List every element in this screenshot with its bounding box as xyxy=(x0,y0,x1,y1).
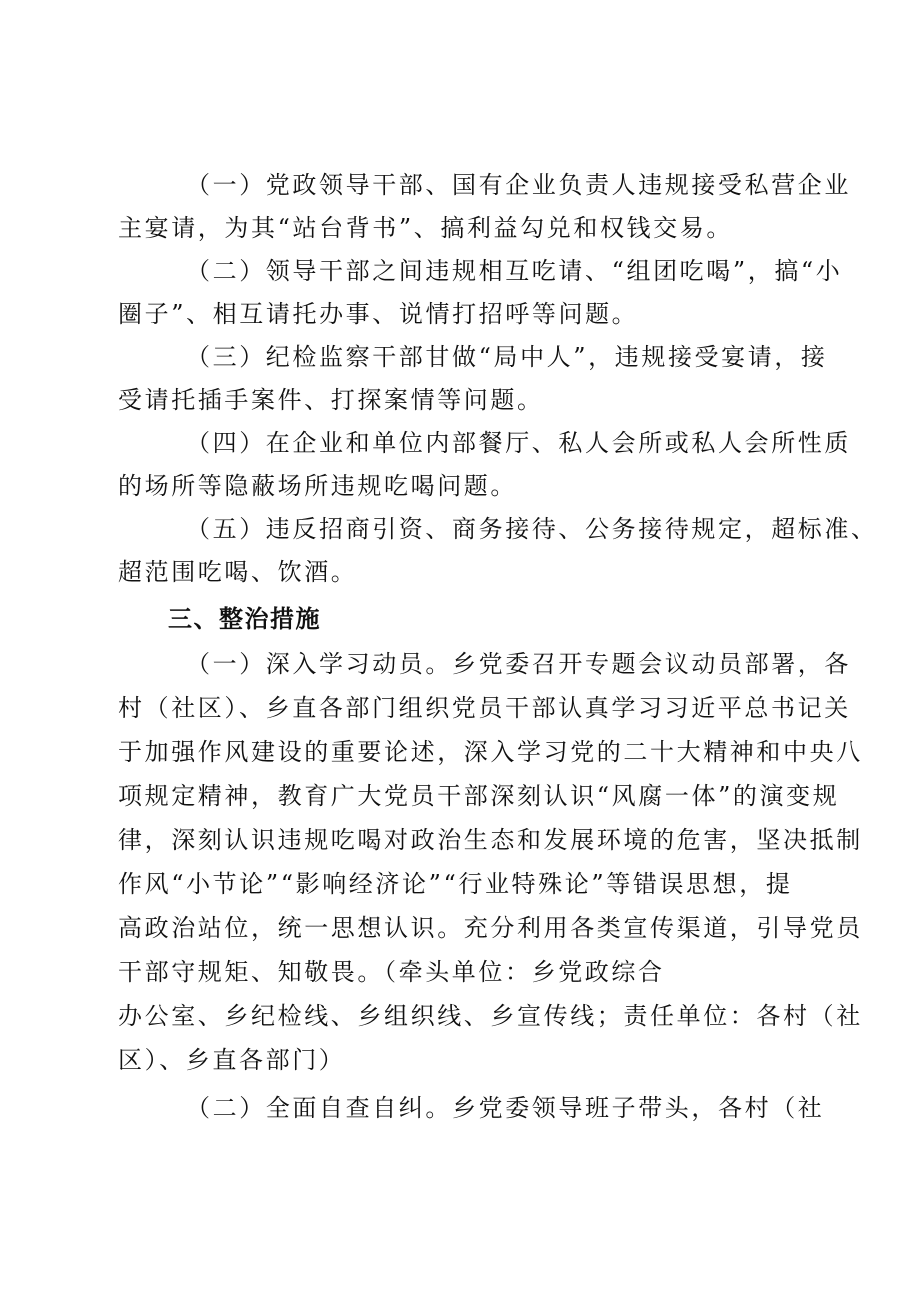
paragraph-line: 干部守规矩、知敬畏。（牵头单位：乡党政综合 xyxy=(118,958,665,986)
paragraph-line: 圈子”、相互请托办事、说情打招呼等问题。 xyxy=(118,300,639,328)
paragraph-line: 于加强作风建设的重要论述，深入学习党的二十大精神和中央八 xyxy=(118,738,863,766)
paragraph-line: （二）全面自查自纠。乡党委领导班子带头，各村（社 xyxy=(186,1094,825,1122)
paragraph-line: 项规定精神，教育广大党员干部深刻认识“风腐一体”的演变规 xyxy=(118,782,840,810)
paragraph-line: 村（社区）、乡直各部门组织党员干部认真学习习近平总书记关 xyxy=(118,694,851,722)
paragraph-line: （五）违反招商引资、商务接待、公务接待规定，超标准、 xyxy=(186,515,878,543)
paragraph-line: 作风“小节论”“影响经济论”“行业特殊论”等错误思想，提 xyxy=(118,870,793,898)
paragraph-line: （一）深入学习动员。乡党委召开专题会议动员部署，各 xyxy=(186,650,851,678)
paragraph-line: 高政治站位，统一思想认识。充分利用各类宣传渠道，引导党员 xyxy=(118,914,863,942)
paragraph-line: 律，深刻认识违规吃喝对政治生态和发展环境的危害，坚决抵制 xyxy=(118,826,863,854)
paragraph-line: 主宴请，为其“站台背书”、搞利益勾兑和权钱交易。 xyxy=(118,214,733,242)
paragraph-line: 办公室、乡纪检线、乡组织线、乡宣传线；责任单位：各村（社 xyxy=(118,1002,863,1030)
paragraph-line: 超范围吃喝、饮酒。 xyxy=(118,558,358,586)
paragraph-line: （二）领导干部之间违规相互吃请、“组团吃喝”，搞“小 xyxy=(186,257,843,285)
paragraph-line: 区）、乡直各部门） xyxy=(118,1046,346,1074)
paragraph-line: （三）纪检监察干部甘做“局中人”，违规接受宴请，接 xyxy=(186,343,828,371)
paragraph-line: 的场所等隐蔽场所违规吃喝问题。 xyxy=(118,472,517,500)
paragraph-line: （一）党政领导干部、国有企业负责人违规接受私营企业 xyxy=(186,171,851,199)
paragraph-line: 受请托插手案件、打探案情等问题。 xyxy=(118,386,544,414)
section-heading: 三、整治措施 xyxy=(168,605,321,633)
paragraph-line: （四）在企业和单位内部餐厅、私人会所或私人会所性质 xyxy=(186,429,851,457)
